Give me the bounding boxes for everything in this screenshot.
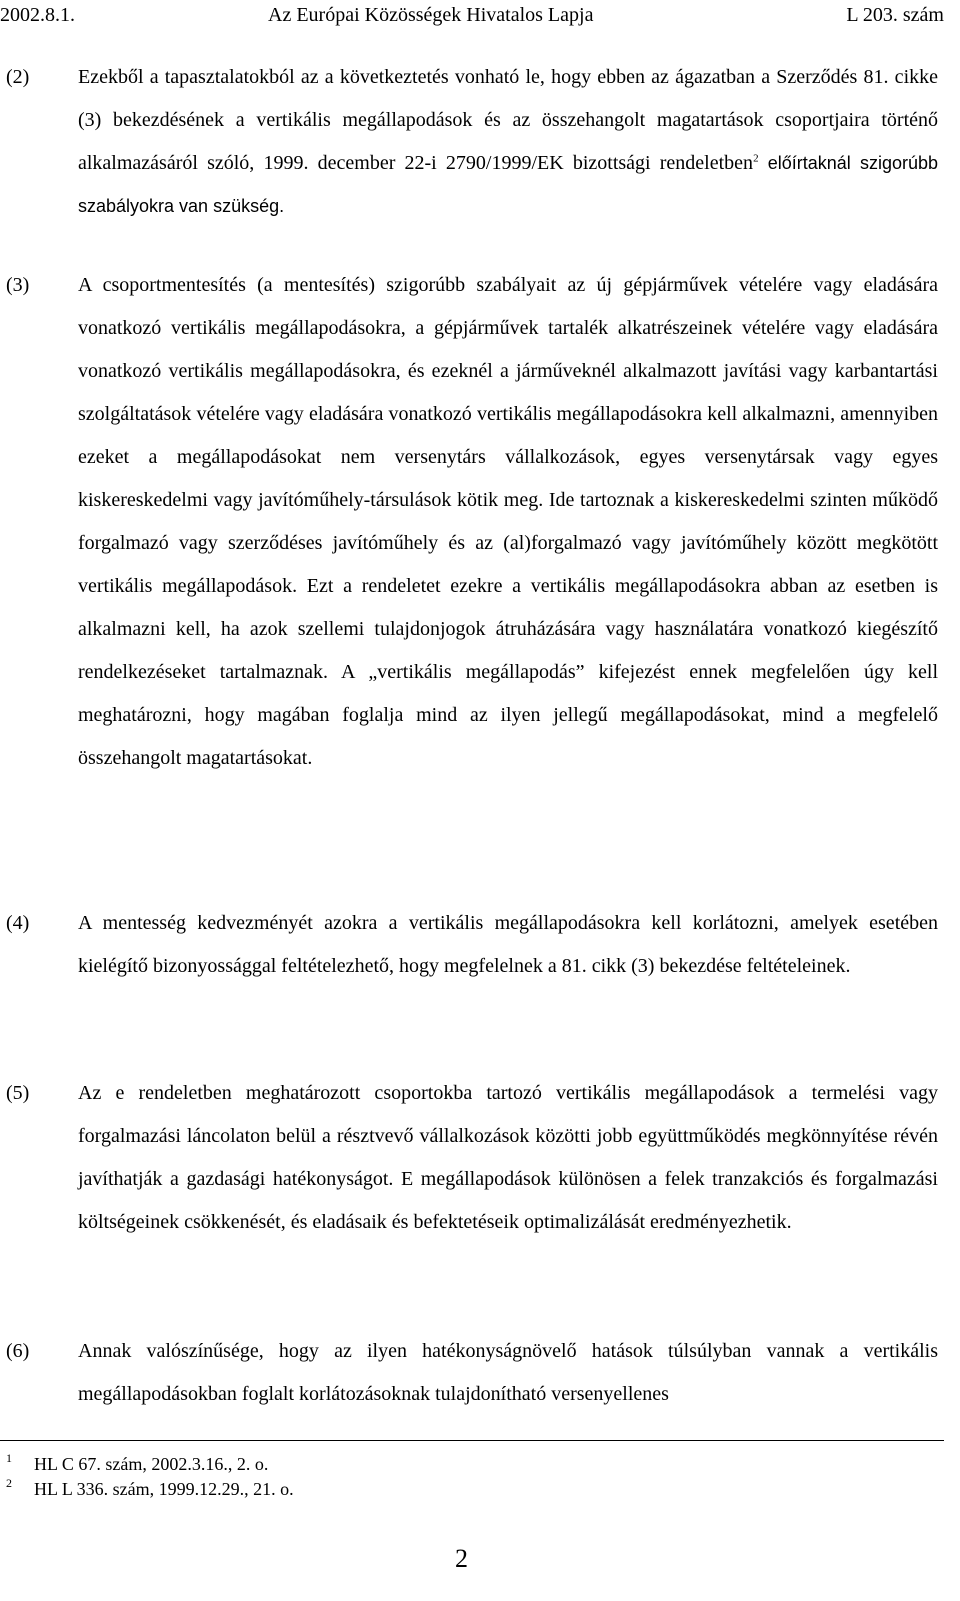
paragraph-text (78, 56, 938, 228)
paragraph-number: (5) (6, 1082, 30, 1104)
paragraph-text: A csoportmentesítés (a mentesítés) szigorúbb szabályait az új gépjárművek vételére vagy eladására vonatkozó vertikális megállapodásokra, a gépjárművek tartalék alkatrészeinek vételére vagy eladására vonatkozó vertikális megállapodásokra, és ezeknél a járműveknél alkalmazott javítási vagy karbantartási szolgáltatások vételére vagy eladására vonatkozó vertikális megállapodásokra kell alkalmazni, amennyiben ezeket a megállapodásokat nem versenytárs vállalkozások, egyes versenytársak vagy egyes kiskereskedelmi vagy javítóműhely-társulások kötik meg. Ide tartoznak a kiskereskedelmi szinten működő forgalmazó vagy szerződéses javítóműhely és az (al)forgalmazó vagy javítóműhely között megkötött vertikális megállapodások. Ezt a rendeletet ezekre a vertikális megállapodásokra abban az esetben is alkalmazni kell, ha azok szellemi tulajdonjogok átruházására vagy használatára vonatkozó kiegészítő rendelkezéseket tartalmaznak. A „vertikális megállapodás” kifejezést ennek megfelelően úgy kell meghatározni, hogy magában foglalja mind az ilyen jellegű megállapodásokat, mind a megfelelő összehangolt magatartásokat. (78, 274, 938, 769)
footnote-text: HL C 67. szám, 2002.3.16., 2. o. (34, 1454, 269, 1474)
footnote-text: HL L 336. szám, 1999.12.29., 21. o. (34, 1479, 294, 1499)
page-header (0, 2, 944, 32)
header-date: 2002.8.1. (0, 4, 75, 26)
footnote-mark: 2 (6, 1476, 12, 1490)
footnote-reference: 2 (753, 152, 759, 165)
footnote-mark: 1 (6, 1451, 12, 1465)
paragraph-text-part: Ezekből a tapasztalatokból az a következtetés vonható le, hogy ebben az ágazatban a Szerződés 81. cikke (3) bekezdésének a vertikális megállapodások és az összehangolt magatartások csoportjaira történő alkalmazásáról szóló, 1999. december 22-i 2790/1999/EK bizottsági rendeletben (78, 66, 938, 174)
header-issue-number: L 203. szám (846, 4, 944, 26)
paragraph-text: Annak valószínűsége, hogy az ilyen hatékonyságnövelő hatások túlsúlyban vannak a vertikális megállapodásokban foglalt korlátozásoknak tulajdonítható versenyellenes (78, 1340, 938, 1405)
paragraph-number: (2) (6, 66, 30, 88)
footnote-divider (0, 1440, 944, 1441)
paragraph-text: A mentesség kedvezményét azokra a vertikális megállapodásokra kell korlátozni, amelyek esetében kielégítő bizonyossággal feltételezhető, hogy megfelelnek a 81. cikk (3) bekezdése feltételeinek. (78, 912, 938, 977)
paragraph-number: (4) (6, 912, 30, 934)
page-number: 2 (455, 1544, 468, 1573)
paragraph-text: Az e rendeletben meghatározott csoportokba tartozó vertikális megállapodások a termelési vagy forgalmazási láncolaton belül a résztvevő vállalkozások közötti jobb együttműködés megkönnyítése révén javíthatják a gazdasági hatékonyságot. E megállapodások különösen a felek tranzakciós és forgalmazási költségeinek csökkenését, és eladásaik és befektetéseik optimalizálását eredményezhetik. (78, 1082, 938, 1233)
paragraph-number: (6) (6, 1340, 30, 1362)
header-journal-title: Az Európai Közösségek Hivatalos Lapja (268, 4, 594, 26)
paragraph-text-part: előírtaknál szigorúbb szabályokra van szükség. (78, 153, 938, 216)
paragraph-number: (3) (6, 274, 30, 296)
